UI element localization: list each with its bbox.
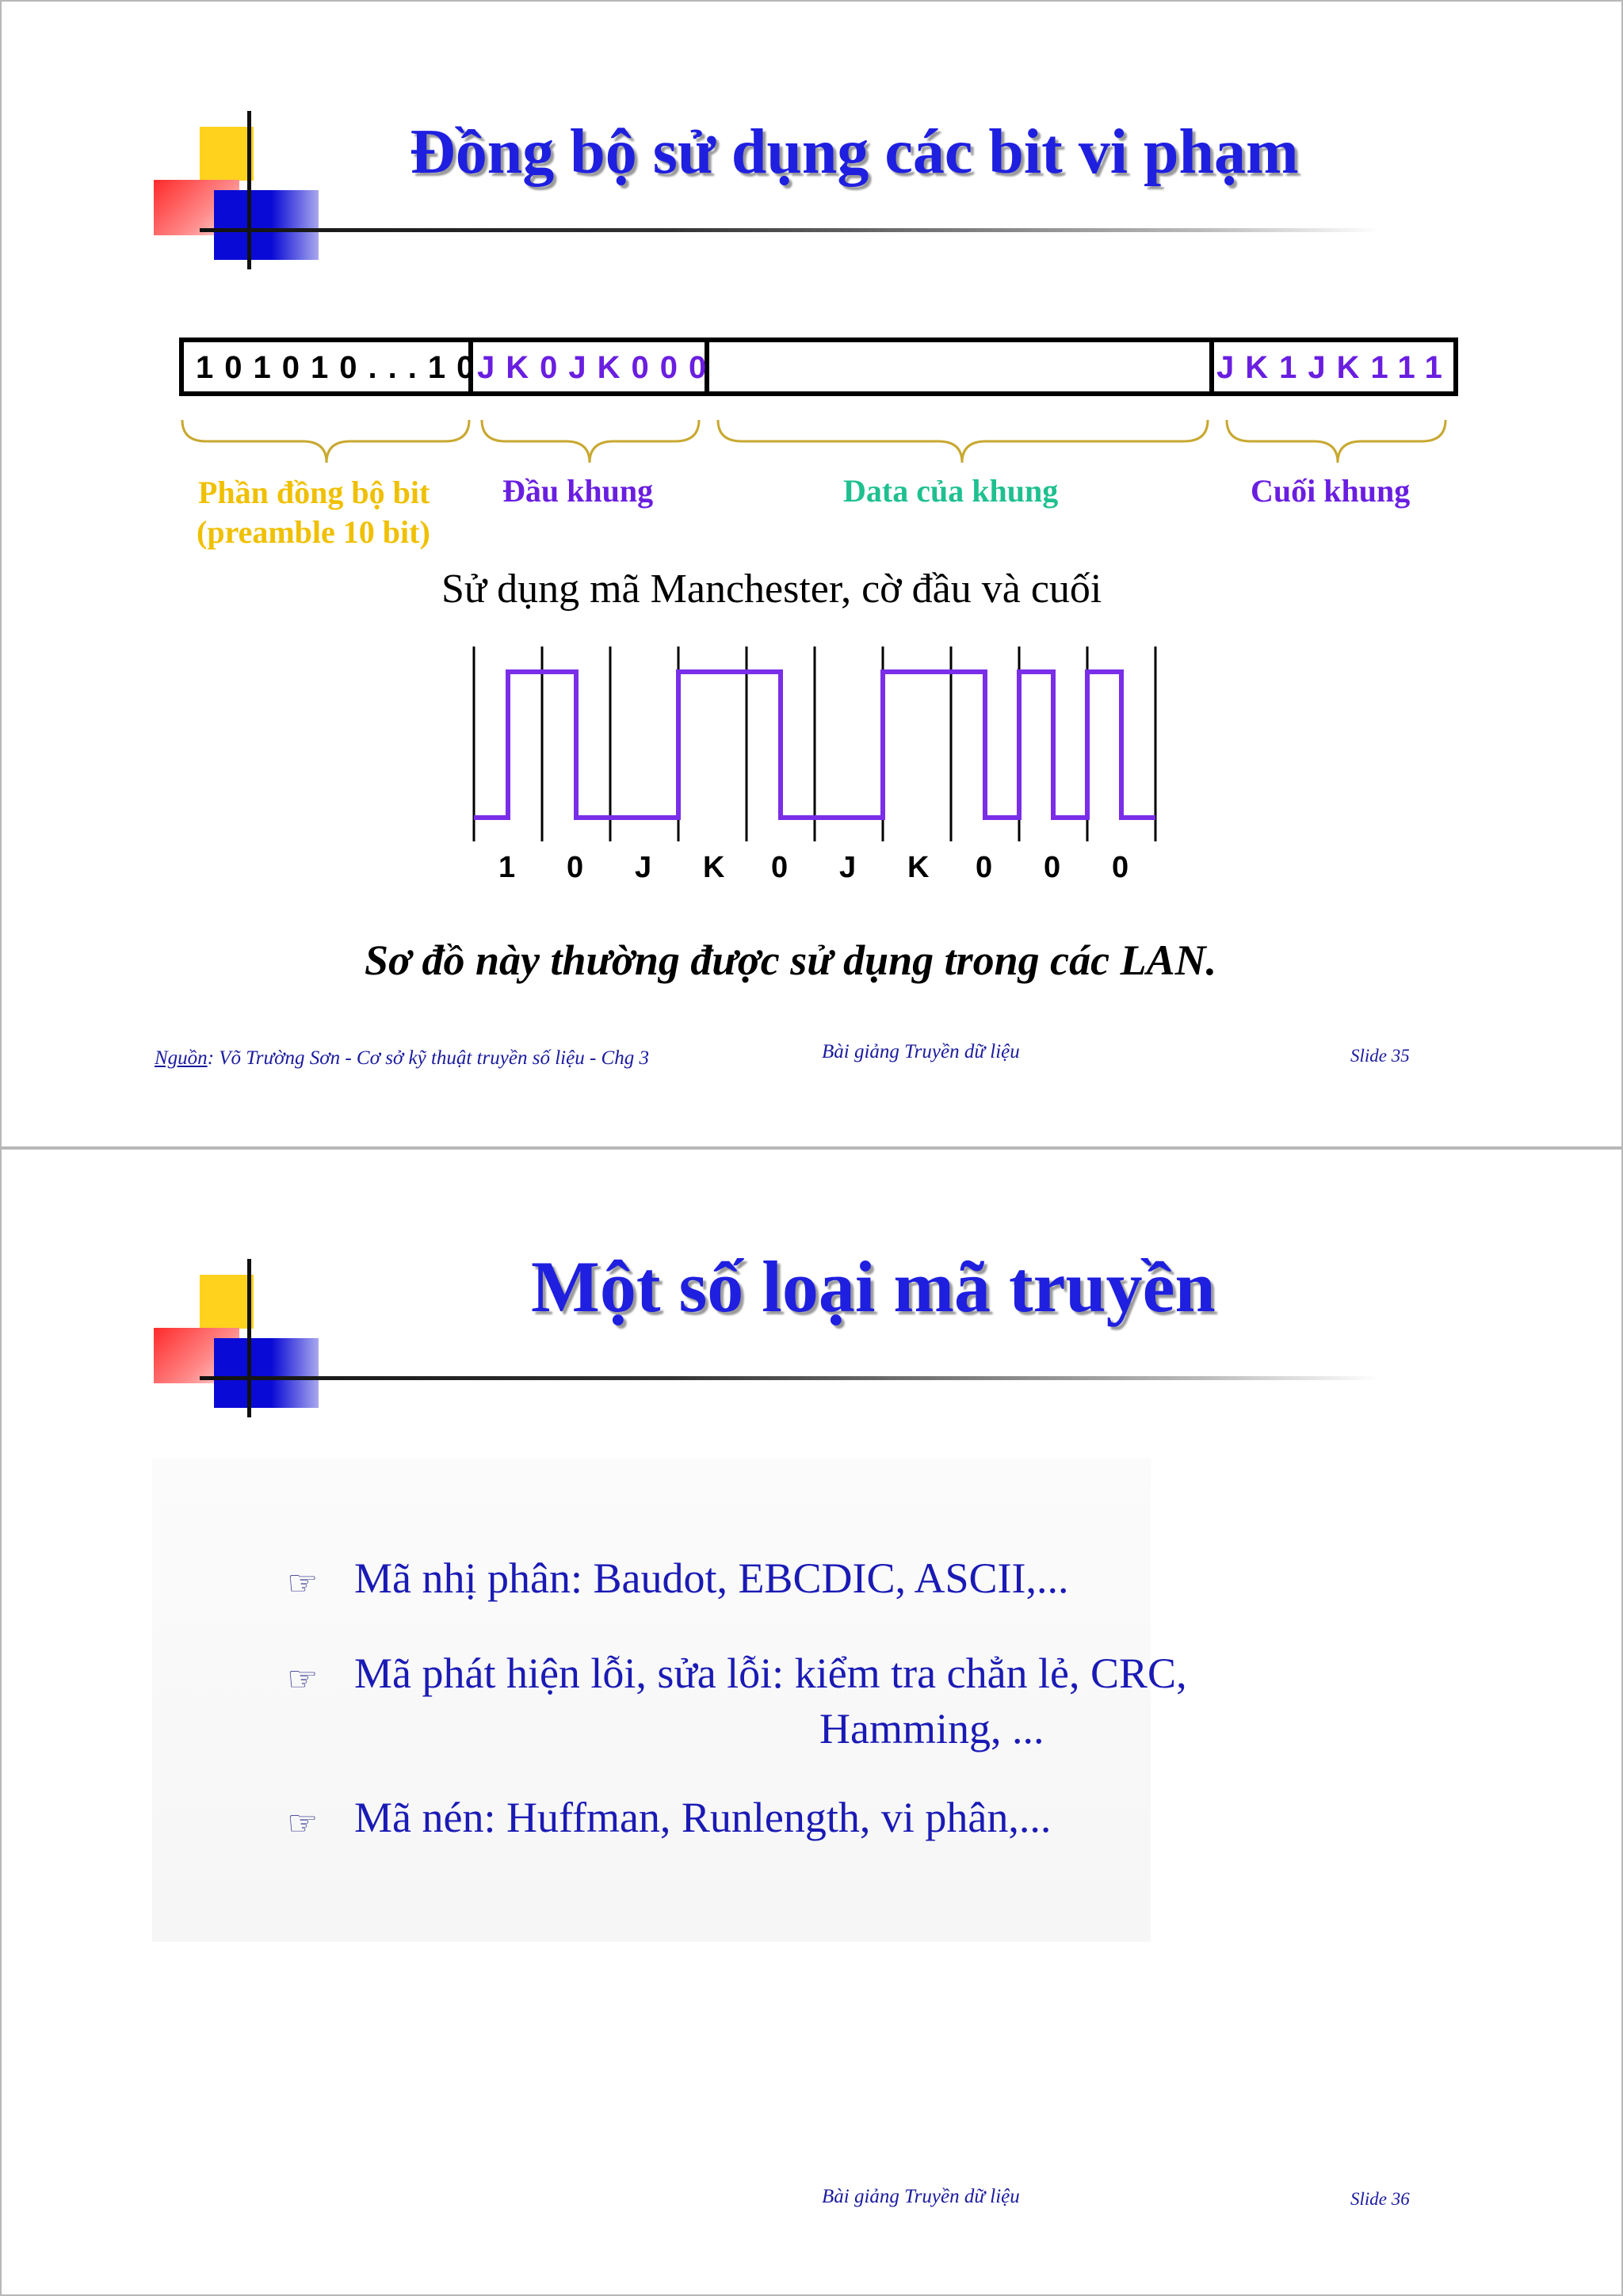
footer-source-text: : Võ Trường Sơn - Cơ sở kỹ thuật truyền số liệu - Chg 3 — [207, 1047, 649, 1069]
wave-bit-label: J — [635, 851, 652, 884]
footer-course: Bài giảng Truyền dữ liệu — [822, 1041, 1020, 1062]
wave-bit-label: K — [907, 851, 930, 884]
wave-bit-label: 0 — [1112, 851, 1129, 884]
wave-bit-label: 0 — [567, 851, 584, 884]
footer-slide-number: Slide 36 — [1350, 2189, 1410, 2209]
pointing-hand-icon: ☞ — [287, 1804, 319, 1843]
label-end: Cuối khung — [1251, 473, 1411, 509]
pointing-hand-icon: ☞ — [287, 1660, 319, 1699]
pointing-hand-icon: ☞ — [287, 1564, 319, 1603]
footer-slide-number: Slide 35 — [1350, 1046, 1410, 1066]
footer-course: Bài giảng Truyền dữ liệu — [822, 2186, 1020, 2207]
bullet-2-line2: Hamming, ... — [819, 1705, 1044, 1753]
slide-36 — [0, 1148, 1623, 2296]
frame-end-flag: JK1JK111 — [1216, 350, 1453, 385]
bullet-3: Mã nén: Huffman, Runlength, vi phân,... — [354, 1794, 1052, 1841]
label-preamble-line2: (preamble 10 bit) — [197, 514, 430, 550]
content-background — [152, 1459, 1151, 1942]
bullet-2-line1: Mã phát hiện lỗi, sửa lỗi: kiểm tra chẳn lẻ, CRC, — [354, 1650, 1187, 1697]
frame-preamble: 101010...10 — [196, 350, 486, 385]
note: Sơ đồ này thường được sử dụng trong các LAN. — [365, 936, 1217, 984]
label-preamble-line1: Phần đồng bộ bit — [198, 475, 430, 510]
wave-bit-label: 0 — [1044, 851, 1061, 884]
footer-source — [155, 1047, 649, 1070]
slide-title: Đồng bộ sử dụng các bit vi phạm — [410, 117, 1299, 187]
footer-source-label: Nguồn — [155, 1047, 208, 1069]
wave-bit-label: K — [703, 851, 725, 884]
wave-bit-label: 0 — [976, 851, 993, 884]
caption: Sử dụng mã Manchester, cờ đầu và cuối — [441, 566, 1102, 612]
frame-start-flag: JK0JK000 — [477, 350, 718, 385]
bullet-1: Mã nhị phân: Baudot, EBCDIC, ASCII,... — [354, 1554, 1069, 1602]
label-data: Data của khung — [843, 473, 1059, 509]
wave-bit-label: 1 — [498, 851, 516, 884]
logo-vertical-line — [247, 1259, 251, 1417]
logo-blue-square — [214, 1338, 319, 1408]
title-underline — [200, 1376, 1381, 1380]
wave-bit-label: J — [839, 851, 857, 884]
label-start: Đầu khung — [502, 473, 654, 509]
wave-bit-label: 0 — [771, 851, 789, 884]
slide-title: Một số loại mã truyền — [531, 1246, 1216, 1327]
logo-yellow-square — [200, 1275, 254, 1329]
